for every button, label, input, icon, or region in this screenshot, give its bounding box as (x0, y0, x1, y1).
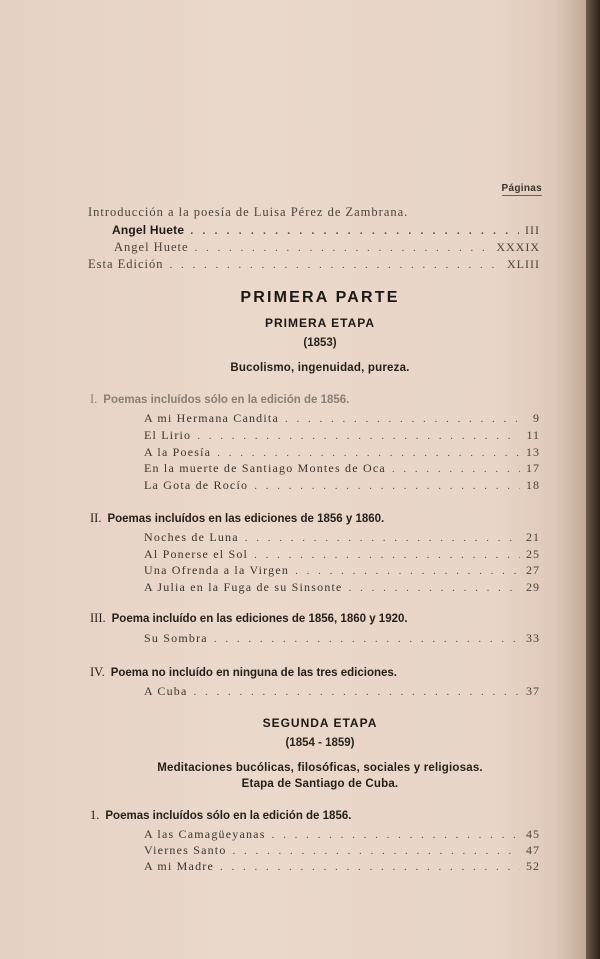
entry-title: Al Ponerse el Sol (144, 547, 249, 561)
leader-dots (392, 463, 520, 475)
page-number: 33 (526, 631, 540, 645)
page-number: 47 (526, 843, 540, 857)
front-matter-entry (88, 257, 540, 272)
toc-entry (144, 530, 540, 545)
entry-title: Una Ofrenda a la Virgen (144, 563, 290, 577)
part-title: PRIMERA PARTE (240, 289, 400, 306)
front-matter-intro (88, 205, 408, 220)
page-number: 25 (526, 547, 540, 561)
entry-title: Esta Edición (88, 257, 164, 271)
page-number: 45 (526, 827, 540, 841)
section-heading (90, 511, 384, 526)
leader-dots (285, 413, 527, 425)
toc-entry (144, 843, 540, 858)
page-number: 17 (526, 461, 540, 475)
entry-title: A las Camagüeyanas (144, 827, 266, 841)
page-number: 29 (526, 580, 540, 594)
section-title: Poemas incluídos sólo en la edición de 1856. (103, 394, 350, 406)
toc-entry (144, 859, 540, 874)
section-heading (90, 392, 349, 407)
section-number: I. (90, 392, 98, 406)
page-number: 13 (526, 445, 540, 459)
page-number: 18 (526, 478, 540, 492)
etapa-title: PRIMERA ETAPA (264, 316, 376, 330)
section-number: III. (90, 611, 106, 625)
section-title: Poema incluído en las ediciones de 1856, 1860 y 1920. (111, 613, 408, 625)
pages-column-header: Páginas (501, 183, 542, 194)
entry-title: A Julia en la Fuga de su Sinsonte (144, 580, 343, 594)
leader-dots (190, 225, 519, 237)
etapa-subtitle: Etapa de Santiago de Cuba. (241, 778, 399, 790)
entry-title: El Lirio (144, 428, 192, 442)
leader-dots (245, 532, 520, 544)
page-number: 9 (533, 411, 540, 425)
toc-entry (144, 631, 540, 646)
etapa-years: (1854 - 1859) (285, 737, 355, 749)
entry-title: La Gota de Rocío (144, 478, 249, 492)
etapa-subtitle: Bucolismo, ingenuidad, pureza. (230, 362, 410, 374)
spine-shadow (556, 0, 586, 959)
section-number: II. (90, 511, 102, 525)
entry-title: En la muerte de Santiago Montes de Oca (144, 461, 386, 475)
toc-entry (144, 684, 540, 699)
entry-title: Introducción a la poesía de Luisa Pérez de Zambrana. (88, 205, 409, 219)
section-heading (90, 611, 408, 626)
leader-dots (272, 829, 520, 841)
section-title: Poemas incluídos en las ediciones de 1856 y 1860. (107, 513, 385, 525)
leader-dots (170, 259, 501, 271)
toc-entry (144, 461, 540, 476)
toc-entry (144, 827, 540, 842)
page-number: 52 (526, 859, 540, 873)
section-number: 1. (90, 808, 100, 822)
leader-dots (195, 242, 491, 254)
toc-entry (144, 445, 540, 460)
etapa-years: (1853) (303, 337, 337, 349)
leader-dots (295, 565, 520, 577)
entry-title: A Cuba (144, 684, 188, 698)
page-number: XLIII (507, 257, 540, 271)
section-title: Poema no incluído en ninguna de las tres ediciones. (110, 667, 398, 679)
toc-entry (144, 563, 540, 578)
section-heading (90, 808, 351, 823)
entry-title: Angel Huete (112, 223, 185, 237)
toc-entry (144, 547, 540, 562)
entry-title: A mi Madre (144, 859, 214, 873)
leader-dots (254, 480, 520, 492)
page-number: 27 (526, 563, 540, 577)
section-title: Poemas incluídos sólo en la edición de 1856. (105, 810, 352, 822)
leader-dots (349, 582, 520, 594)
entry-title: Noches de Luna (144, 530, 239, 544)
entry-title: A la Poesía (144, 445, 212, 459)
page-number: XXXIX (496, 240, 540, 254)
page-edge (586, 0, 600, 959)
section-number: IV. (90, 665, 105, 679)
leader-dots (197, 430, 520, 442)
entry-title: Su Sombra (144, 631, 208, 645)
leader-dots (214, 633, 520, 645)
entry-title: Viernes Santo (144, 843, 227, 857)
front-matter-entry (112, 223, 540, 238)
leader-dots (254, 549, 520, 561)
page-number: 37 (526, 684, 540, 698)
page-number: 11 (526, 428, 540, 442)
toc-entry (144, 580, 540, 595)
toc-entry (144, 478, 540, 493)
toc-entry (144, 411, 540, 426)
etapa-title: SEGUNDA ETAPA (262, 716, 378, 730)
leader-dots (194, 686, 520, 698)
leader-dots (233, 845, 520, 857)
page-number: 21 (526, 530, 540, 544)
etapa-subtitle: Meditaciones bucólicas, filosóficas, sociales y religiosas. (157, 762, 483, 774)
page-number: III (525, 223, 540, 237)
entry-title: Angel Huete (114, 240, 189, 254)
front-matter-entry (114, 240, 540, 255)
toc-entry (144, 428, 540, 443)
section-heading (90, 665, 397, 680)
leader-dots (217, 447, 520, 459)
entry-title: A mi Hermana Candita (144, 411, 279, 425)
leader-dots (220, 861, 520, 873)
